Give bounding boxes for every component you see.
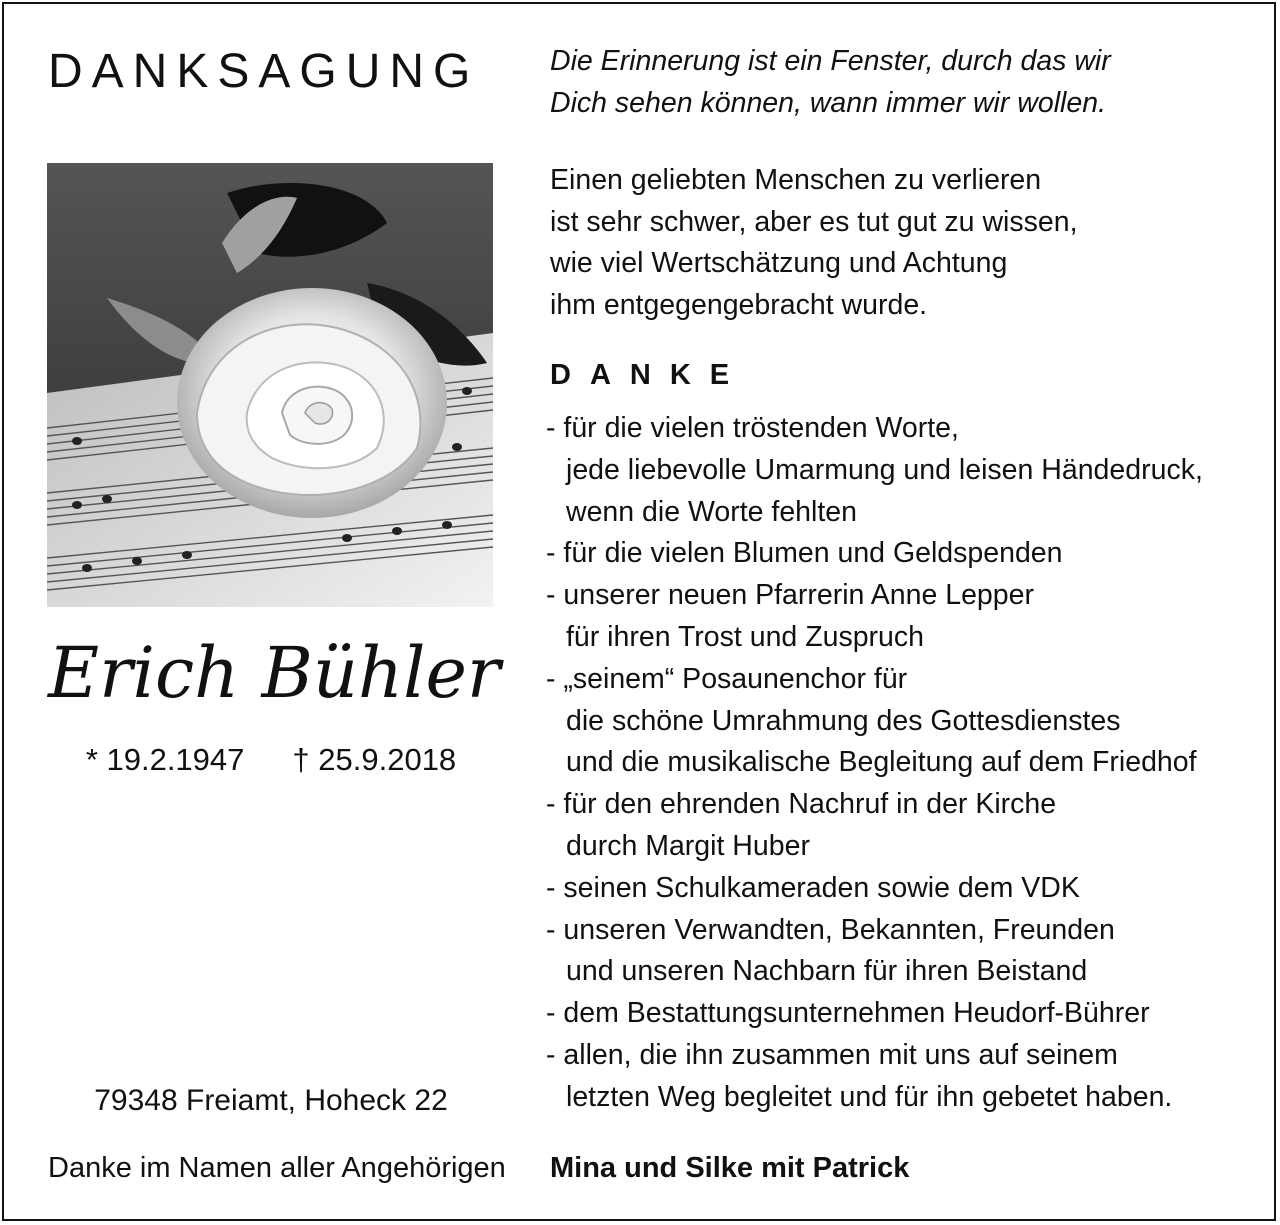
life-dates (48, 740, 494, 780)
notice-heading: DANKSAGUNG (48, 45, 480, 98)
intro-text (550, 160, 1078, 326)
death-date: † 25.9.2018 (292, 742, 457, 777)
list-item (546, 659, 1203, 784)
closing-signers: Mina und Silke mit Patrick (550, 1152, 910, 1184)
deceased-name: Erich Bühler (48, 632, 501, 714)
intro-line: Einen geliebten Menschen zu verlieren (550, 164, 1042, 196)
intro-line: ist sehr schwer, aber es tut gut zu wissen, (550, 205, 1078, 238)
list-item-line: - „seinem“ Posaunenchor für (546, 662, 908, 695)
list-item-line: für ihren Trost und Zuspruch (566, 620, 925, 653)
quote-line: Dich sehen können, wann immer wir wollen. (550, 87, 1107, 119)
list-item-line: - für die vielen Blumen und Geldspenden (546, 537, 1063, 570)
closing-thanks: Danke im Namen aller Angehörigen (48, 1152, 506, 1184)
list-item-line: - für die vielen tröstenden Worte, (546, 412, 959, 444)
list-item-line: - unserer neuen Pfarrerin Anne Lepper (546, 579, 1034, 612)
family-address: 79348 Freiamt, Hoheck 22 (94, 1084, 448, 1117)
list-item-line: und die musikalische Begleitung auf dem Friedhof (566, 746, 1197, 779)
rose-on-sheet-music-icon (47, 163, 493, 607)
list-item-line: wenn die Worte fehlten (566, 495, 857, 528)
list-item (546, 575, 1203, 659)
list-item-line: - allen, die ihn zusammen mit uns auf seinem (546, 1038, 1118, 1071)
intro-line: wie viel Wertschätzung und Achtung (550, 247, 1008, 279)
list-item (546, 1035, 1203, 1119)
danke-title: DANKE (550, 359, 749, 391)
list-item-line: die schöne Umrahmung des Gottesdienstes (566, 704, 1121, 737)
list-item-line: - dem Bestattungsunternehmen Heudorf-Bührer (546, 997, 1150, 1030)
list-item (546, 910, 1203, 994)
list-item-line: - seinen Schulkameraden sowie dem VDK (546, 871, 1080, 904)
list-item (546, 868, 1203, 910)
thanks-list (546, 408, 1203, 1119)
memorial-quote (550, 40, 1111, 124)
list-item-line: durch Margit Huber (566, 829, 810, 862)
birth-date: * 19.2.1947 (85, 742, 245, 777)
list-item-line: letzten Weg begleitet und für ihn gebetet haben. (566, 1080, 1173, 1113)
list-item (546, 533, 1203, 575)
quote-line: Die Erinnerung ist ein Fenster, durch das wir (550, 45, 1111, 77)
intro-line: ihm entgegengebracht wurde. (550, 288, 928, 321)
list-item (546, 784, 1203, 868)
list-item (546, 408, 1203, 533)
list-item-line: jede liebevolle Umarmung und leisen Händedruck, (566, 453, 1203, 486)
list-item-line: - für den ehrenden Nachruf in der Kirche (546, 788, 1057, 821)
rose-photo (47, 163, 493, 607)
list-item-line: - unseren Verwandten, Bekannten, Freunden (546, 913, 1115, 946)
list-item (546, 993, 1203, 1035)
list-item-line: und unseren Nachbarn für ihren Beistand (566, 955, 1088, 988)
